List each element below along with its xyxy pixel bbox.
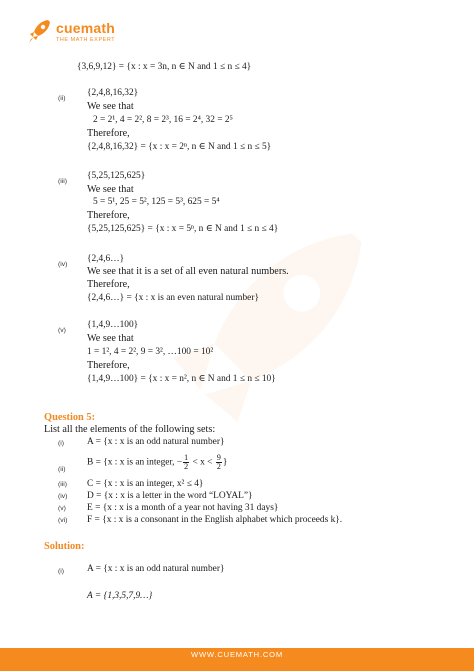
- result-line: {5,25,125,625} = {x : x = 5ⁿ, n ∈ N and 1 ≤ n ≤ 4}: [87, 224, 279, 234]
- item-marker: (i): [58, 568, 65, 575]
- set-roster: {2,4,6…}: [87, 254, 125, 264]
- powers-line: 2 = 2¹, 4 = 2², 8 = 2³, 16 = 2⁴, 32 = 2⁵: [93, 115, 233, 125]
- therefore-text: Therefore,: [87, 360, 130, 371]
- lead-text: We see that: [87, 101, 134, 112]
- numerator: 1: [184, 453, 189, 462]
- set-roster: {5,25,125,625}: [87, 171, 146, 181]
- part-marker: (iv): [58, 261, 68, 268]
- inequality-middle: < x <: [190, 457, 215, 468]
- lead-text: We see that: [87, 184, 134, 195]
- set-definition-start: B = {x : x is an integer,: [87, 457, 175, 468]
- set-roster: {2,4,8,16,32}: [87, 88, 139, 98]
- item-marker: (ii): [58, 466, 66, 473]
- brand-tagline: THE MATH EXPERT: [56, 37, 116, 43]
- solution-title: Solution:: [44, 541, 85, 552]
- lead-text: We see that: [87, 333, 134, 344]
- result-line: {1,4,9…100} = {x : x = n², n ∈ N and 1 ≤ n ≤ 10}: [87, 374, 276, 384]
- fraction-nine-halves: [216, 454, 222, 471]
- therefore-text: Therefore,: [87, 128, 130, 139]
- question-prompt: List all the elements of the following sets:: [44, 424, 216, 435]
- minus-sign: −: [176, 457, 183, 468]
- set-definition: A = {x : x is an odd natural number}: [87, 437, 225, 447]
- lead-text: We see that it is a set of all even natural numbers.: [87, 266, 289, 277]
- result-line: {2,4,6…} = {x : x is an even natural number}: [87, 293, 259, 303]
- numerator: 9: [216, 453, 221, 462]
- part-marker: (ii): [58, 95, 66, 102]
- rocket-icon: [28, 18, 52, 44]
- set-roster: {1,4,9…100}: [87, 320, 139, 330]
- question-title: Question 5:: [44, 412, 96, 423]
- therefore-text: Therefore,: [87, 279, 130, 290]
- solution-roster: A = {1,3,5,7,9…}: [87, 591, 153, 601]
- footer-url: WWW.CUEMATH.COM: [190, 650, 283, 659]
- result-line: {2,4,8,16,32} = {x : x = 2ⁿ, n ∈ N and 1 ≤ n ≤ 5}: [87, 142, 272, 152]
- item-marker: (iii): [58, 481, 68, 488]
- item-marker: (i): [58, 440, 65, 447]
- powers-line: 1 = 1², 4 = 2², 9 = 3², …100 = 10²: [87, 347, 214, 357]
- item-marker: (iv): [58, 493, 68, 500]
- set-definition: F = {x : x is a consonant in the English alphabet which proceeds k}.: [87, 515, 343, 525]
- brand-name: cuemath: [56, 20, 115, 36]
- therefore-text: Therefore,: [87, 210, 130, 221]
- denominator: 2: [216, 462, 221, 471]
- set-definition: E = {x : x is a month of a year not having 31 days}: [87, 503, 279, 513]
- set-definition-with-fractions: [87, 454, 227, 471]
- rocket-watermark-icon: [150, 215, 380, 445]
- set-definition: D = {x : x is a letter in the word “LOYAL”}: [87, 491, 253, 501]
- item-marker: (v): [58, 505, 66, 512]
- fraction-one-half: [183, 454, 189, 471]
- solution-line: A = {x : x is an odd natural number}: [87, 564, 225, 574]
- part-marker: (iii): [58, 178, 68, 185]
- powers-line: 5 = 5¹, 25 = 5², 125 = 5³, 625 = 5⁴: [93, 197, 220, 207]
- part-marker: (v): [58, 327, 66, 334]
- closing-brace: }: [222, 457, 228, 468]
- cuemath-logo: [28, 18, 128, 48]
- set-builder-line: {3,6,9,12} = {x : x = 3n, n ∈ N and 1 ≤ n ≤ 4}: [77, 62, 252, 72]
- item-marker: (vi): [58, 517, 68, 524]
- denominator: 2: [184, 462, 189, 471]
- set-definition: C = {x : x is an integer, x² ≤ 4}: [87, 479, 204, 489]
